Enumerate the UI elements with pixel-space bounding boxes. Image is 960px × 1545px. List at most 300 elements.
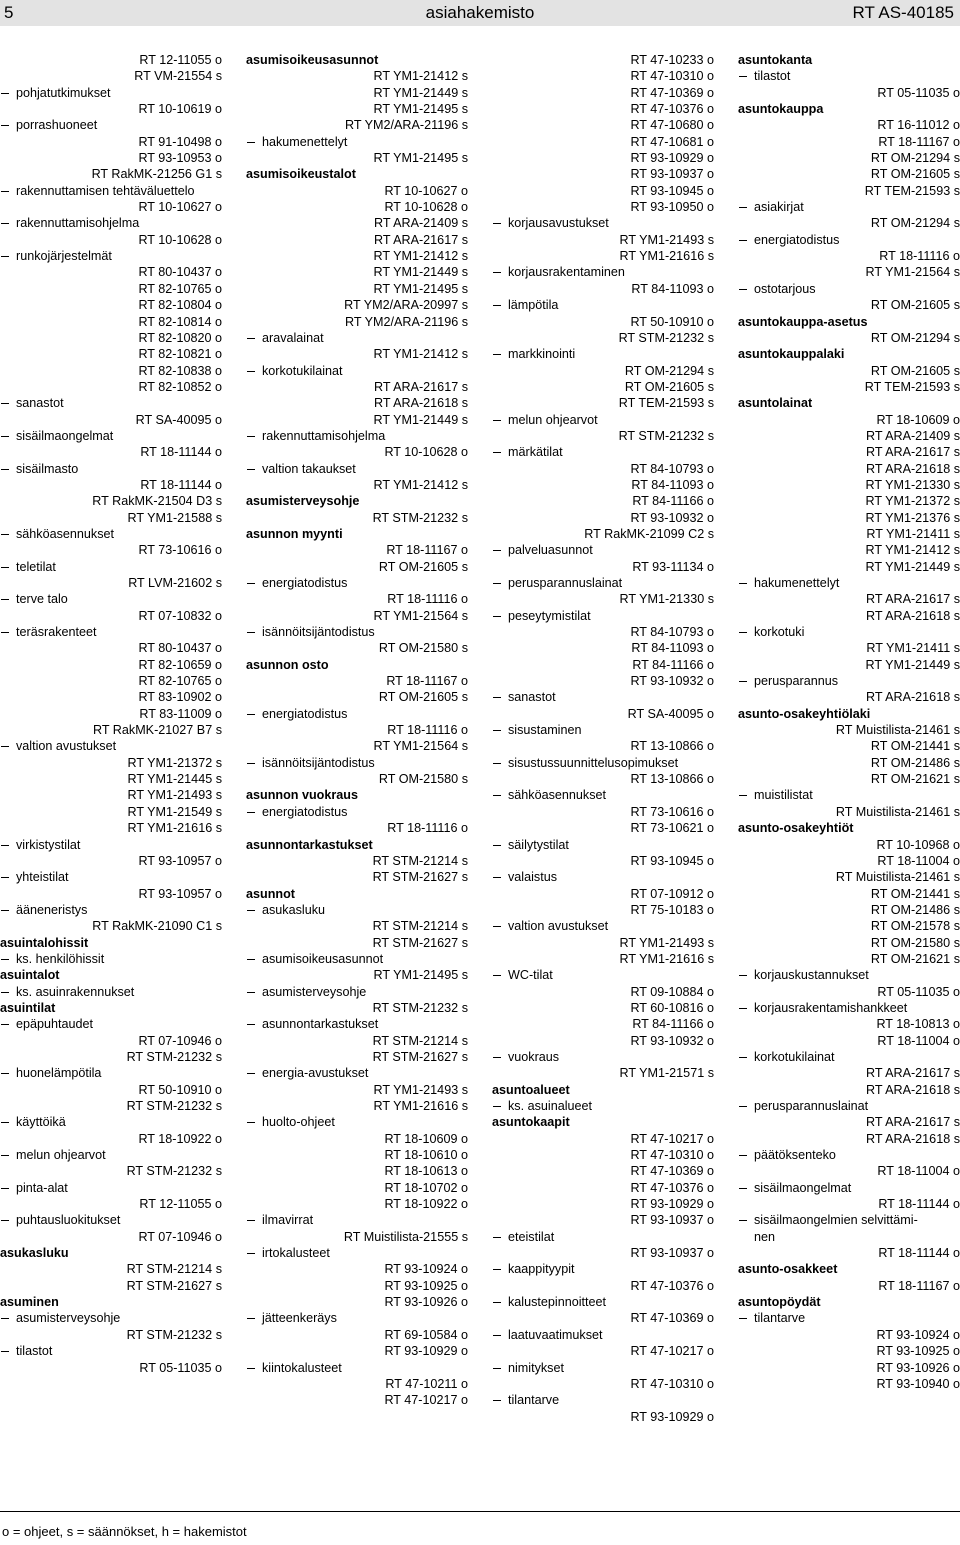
index-reference: RT OM-21294 s [624, 363, 714, 378]
index-heading: asunto-osakkeet [738, 1262, 838, 1277]
index-subentry: kalustepinnoitteet [492, 1294, 714, 1310]
index-column-1 [0, 52, 222, 1376]
footer-divider [0, 1511, 960, 1512]
index-reference: RT YM1-21412 s [373, 477, 468, 492]
index-subentry: WC-tilat [492, 967, 714, 983]
index-reference: RT YM1-21616 s [619, 249, 714, 264]
index-subentry: korjausavustukset [492, 215, 714, 231]
index-reference: RT YM2/ARA-20997 s [344, 298, 468, 313]
index-reference: RT 84-11093 o [631, 281, 714, 296]
index-reference: RT STM-21232 s [618, 428, 714, 443]
index-reference: RT ARA-21617 s [865, 592, 960, 607]
index-subentry: korkotukilainat [246, 363, 468, 379]
index-reference: RT ARA-21618 s [865, 608, 960, 623]
index-subentry: korjauskustannukset [738, 967, 960, 983]
index-reference: RT 16-11012 o [877, 118, 960, 133]
index-reference: RT TEM-21593 s [864, 379, 960, 394]
index-reference: RT RakMK-21504 D3 s [92, 494, 222, 509]
index-heading: asunnontarkastukset [246, 837, 373, 852]
index-reference: RT 93-10929 o [630, 151, 714, 166]
index-subentry: korkotuki [738, 624, 960, 640]
footer-legend: o = ohjeet, s = säännökset, h = hakemistot [2, 1524, 247, 1539]
index-subentry: asiakirjat [738, 199, 960, 215]
index-reference: RT 10-10968 o [876, 837, 960, 852]
index-subentry: yhteistilat [0, 869, 222, 885]
index-subentry: ostotarjous [738, 281, 960, 297]
index-reference: RT RakMK-21099 C2 s [584, 526, 714, 541]
index-subentry: sanastot [492, 689, 714, 705]
index-subentry: energia-avustukset [246, 1065, 468, 1081]
index-subentry: epäpuhtaudet [0, 1016, 222, 1032]
index-reference: RT 10-10627 o [384, 183, 468, 198]
index-reference: RT ARA-21617 s [865, 1066, 960, 1081]
index-subentry: valaistus [492, 869, 714, 885]
index-reference: RT OM-21605 s [870, 167, 960, 182]
index-subentry: tilantarve [738, 1310, 960, 1326]
index-reference: RT RakMK-21090 C1 s [92, 919, 222, 934]
index-subentry: irtokalusteet [246, 1245, 468, 1261]
index-subentry: kiintokalusteet [246, 1360, 468, 1376]
index-subentry: huonelämpötila [0, 1065, 222, 1081]
index-reference: RT 18-11144 o [140, 477, 222, 492]
index-column-2 [246, 52, 468, 1409]
index-heading: asuntokauppa-asetus [738, 314, 868, 329]
index-subentry: sisäilmasto [0, 461, 222, 477]
index-reference: RT 93-10929 o [630, 1197, 714, 1212]
index-subentry: nimitykset [492, 1360, 714, 1376]
index-reference: RT 84-11093 o [631, 477, 714, 492]
index-reference: RT ARA-21617 s [865, 445, 960, 460]
index-reference: RT YM1-21493 s [619, 935, 714, 950]
index-reference: RT Muistilista-21555 s [343, 1229, 468, 1244]
index-reference: RT STM-21627 s [372, 870, 468, 885]
index-reference: RT 18-11004 o [877, 1164, 960, 1179]
index-reference: RT YM1-21330 s [619, 592, 714, 607]
index-reference: RT 75-10183 o [630, 902, 714, 917]
index-reference: RT OM-21294 s [870, 216, 960, 231]
index-reference: RT 73-10616 o [138, 543, 222, 558]
index-reference: RT STM-21627 s [372, 1049, 468, 1064]
index-reference: RT 93-10924 o [384, 1262, 468, 1277]
index-reference: RT 93-10957 o [138, 886, 222, 901]
index-reference: RT OM-21605 s [870, 298, 960, 313]
index-reference: RT YM1-21564 s [373, 608, 468, 623]
index-reference: RT 80-10437 o [138, 265, 222, 280]
index-heading: asunto-osakeyhtiöt [738, 821, 854, 836]
index-subentry: vuokraus [492, 1049, 714, 1065]
index-reference: RT 18-11144 o [878, 1246, 960, 1261]
index-subentry: energiatodistus [246, 575, 468, 591]
index-reference: RT 18-10609 o [876, 412, 960, 427]
index-subentry: melun ohjearvot [0, 1147, 222, 1163]
index-subentry: isännöitsijäntodistus [246, 755, 468, 771]
index-reference: RT 05-11035 o [877, 85, 960, 100]
index-subentry: korjausrakentaminen [492, 264, 714, 280]
index-reference: RT 18-10702 o [384, 1180, 468, 1195]
index-subentry: sisäilmaongelmat [0, 428, 222, 444]
index-reference: RT 09-10884 o [630, 984, 714, 999]
index-reference: RT 18-11167 o [878, 1278, 960, 1293]
index-reference: RT 47-10233 o [630, 53, 714, 67]
index-reference: RT ARA-21618 s [865, 461, 960, 476]
index-reference: RT YM1-21493 s [127, 788, 222, 803]
index-reference: RT 18-11116 o [879, 249, 960, 264]
index-heading: asumisoikeustalot [246, 167, 356, 182]
index-reference: RT RakMK-21027 B7 s [92, 723, 222, 738]
index-column-3 [492, 52, 714, 1425]
index-reference: RT 93-10953 o [138, 151, 222, 166]
index-reference: RT 07-10946 o [138, 1229, 222, 1244]
index-subentry: markkinointi [492, 346, 714, 362]
index-subentry: muistilistat [738, 787, 960, 803]
index-reference: RT YM1-21445 s [127, 772, 222, 787]
index-reference: RT ARA-21617 s [373, 379, 468, 394]
index-reference: RT 13-10866 o [630, 739, 714, 754]
index-subentry: sisustaminen [492, 722, 714, 738]
index-subentry: valtion avustukset [492, 918, 714, 934]
index-subentry: rakennuttamisohjelma [246, 428, 468, 444]
index-reference: RT YM1-21493 s [619, 232, 714, 247]
index-reference: RT OM-21441 s [870, 886, 960, 901]
index-reference: RT STM-21232 s [372, 510, 468, 525]
index-subentry: tilantarve [492, 1392, 714, 1408]
index-reference: RT 10-10627 o [138, 200, 222, 215]
index-reference: RT STM-21627 s [126, 1278, 222, 1293]
index-reference: RT 10-10628 o [384, 445, 468, 460]
index-subentry: hakumenettelyt [246, 134, 468, 150]
index-reference: RT 93-10932 o [630, 1033, 714, 1048]
index-subentry: teletilat [0, 559, 222, 575]
index-subentry: sisäilmaongelmien selvittämi- [738, 1212, 960, 1228]
index-heading: asuntokanta [738, 53, 813, 67]
index-heading: asunto-osakeyhtiölaki [738, 706, 871, 721]
index-reference: RT 84-10793 o [630, 625, 714, 640]
index-reference: RT VM-21554 s [134, 69, 222, 84]
index-reference: RT 93-10925 o [384, 1278, 468, 1293]
index-subentry: sähköasennukset [0, 526, 222, 542]
index-reference: RT YM1-21616 s [619, 951, 714, 966]
index-reference: RT 18-10613 o [384, 1164, 468, 1179]
index-reference: RT 93-10929 o [630, 1409, 714, 1424]
page-title: asiahakemisto [425, 3, 535, 22]
index-reference: RT 82-10765 o [138, 674, 222, 689]
index-reference: RT YM1-21372 s [865, 494, 960, 509]
index-reference: RT 47-10369 o [630, 85, 714, 100]
index-reference: RT 47-10376 o [630, 102, 714, 117]
index-reference: RT 69-10584 o [384, 1327, 468, 1342]
index-subentry: ääneneristys [0, 902, 222, 918]
index-reference: RT 18-11144 o [878, 1197, 960, 1212]
index-reference: RT ARA-21618 s [373, 396, 468, 411]
index-reference: RT 83-11009 o [139, 706, 222, 721]
index-reference: RT 93-10924 o [876, 1327, 960, 1342]
index-reference: RT 82-10820 o [138, 330, 222, 345]
index-reference: RT 84-11166 o [632, 1017, 714, 1032]
index-reference: RT OM-21621 s [870, 772, 960, 787]
index-reference: RT YM1-21330 s [865, 477, 960, 492]
index-reference: RT YM2/ARA-21196 s [345, 118, 468, 133]
index-reference: RT 47-10369 o [630, 1311, 714, 1326]
index-reference: RT Muistilista-21461 s [835, 804, 960, 819]
index-reference: RT ARA-21617 s [865, 1115, 960, 1130]
index-reference: RT STM-21232 s [126, 1164, 222, 1179]
index-subentry: energiatodistus [246, 804, 468, 820]
index-reference: RT 82-10821 o [138, 347, 222, 362]
index-reference: RT 12-11055 o [139, 1197, 222, 1212]
index-reference: RT OM-21441 s [870, 739, 960, 754]
index-reference: RT 47-10217 o [384, 1393, 468, 1408]
index-reference: RT 93-11134 o [632, 559, 714, 574]
index-heading: asuntokauppa [738, 102, 824, 117]
index-reference: RT STM-21232 s [126, 1049, 222, 1064]
index-reference: RT 93-10932 o [630, 674, 714, 689]
index-reference: RT Muistilista-21461 s [835, 723, 960, 738]
index-reference: RT YM1-21372 s [127, 755, 222, 770]
index-reference: RT 18-11116 o [387, 821, 468, 836]
index-reference: RT OM-21578 s [870, 919, 960, 934]
index-subentry: sisustussuunnittelusopimukset [492, 755, 714, 771]
index-reference: RT YM1-21495 s [373, 968, 468, 983]
index-heading: asuintilat [0, 1000, 56, 1015]
index-subentry: märkätilat [492, 444, 714, 460]
index-subentry: tilastot [738, 68, 960, 84]
index-subentry: jätteenkeräys [246, 1310, 468, 1326]
index-reference: RT 47-10217 o [630, 1131, 714, 1146]
index-subentry: asunnontarkastukset [246, 1016, 468, 1032]
index-reference: RT LVM-21602 s [128, 576, 222, 590]
index-subentry: ilmavirrat [246, 1212, 468, 1228]
index-heading: asukasluku [0, 1246, 69, 1261]
index-subentry: päätöksenteko [738, 1147, 960, 1163]
index-reference: RT 18-10610 o [384, 1148, 468, 1163]
index-reference: RT 05-11035 o [877, 984, 960, 999]
index-subentry: korjausrakentamishankkeet [738, 1000, 960, 1016]
index-reference: RT 93-10937 o [630, 1246, 714, 1261]
index-subentry: valtion takaukset [246, 461, 468, 477]
index-reference: RT OM-21605 s [624, 379, 714, 394]
index-reference: RT 50-10910 o [138, 1082, 222, 1097]
index-heading: asuintalot [0, 968, 60, 983]
index-subentry: melun ohjearvot [492, 412, 714, 428]
index-reference: RT 47-10310 o [630, 1148, 714, 1163]
index-reference: RT 18-10922 o [138, 1131, 222, 1146]
index-heading: asunnon myynti [246, 526, 343, 541]
index-subentry: eteistilat [492, 1229, 714, 1245]
index-reference: RT STM-21627 s [372, 935, 468, 950]
index-subentry: lämpötila [492, 297, 714, 313]
index-subentry: hakumenettelyt [738, 575, 960, 591]
index-reference: RT OM-21486 s [870, 902, 960, 917]
index-reference: RT 83-10902 o [138, 690, 222, 705]
index-reference: RT 07-10832 o [138, 608, 222, 623]
index-reference: RT 13-10866 o [630, 772, 714, 787]
index-subentry: peseytymistilat [492, 608, 714, 624]
index-subentry: kaappityypit [492, 1261, 714, 1277]
index-reference: RT 10-10619 o [138, 102, 222, 117]
index-reference: RT 18-10813 o [876, 1017, 960, 1032]
index-reference: RT 50-10910 o [630, 314, 714, 329]
index-subentry: valtion avustukset [0, 738, 222, 754]
page-number: 5 [4, 3, 14, 22]
index-reference: RT 10-10628 o [138, 232, 222, 247]
index-reference: RT 93-10932 o [630, 510, 714, 525]
index-reference: RT YM1-21571 s [619, 1066, 714, 1081]
index-reference: RT RakMK-21256 G1 s [91, 167, 222, 182]
index-reference: RT 93-10926 o [384, 1295, 468, 1310]
index-reference: RT 47-10680 o [630, 118, 714, 133]
index-subentry: käyttöikä [0, 1114, 222, 1130]
index-reference: RT 05-11035 o [139, 1360, 222, 1375]
index-subentry: asumisterveysohje [246, 984, 468, 1000]
index-reference: RT ARA-21617 s [373, 232, 468, 247]
index-reference: RT Muistilista-21461 s [835, 870, 960, 885]
index-reference: RT 47-10376 o [630, 1180, 714, 1195]
index-subentry: perusparannuslainat [738, 1098, 960, 1114]
index-heading: asuntolainat [738, 396, 813, 411]
index-subentry: puhtausluokitukset [0, 1212, 222, 1228]
index-subentry: pinta-alat [0, 1180, 222, 1196]
index-reference: RT STM-21214 s [372, 853, 468, 868]
index-subentry: pohjatutkimukset [0, 85, 222, 101]
index-reference: RT YM1-21411 s [866, 526, 960, 541]
index-reference: RT 47-10211 o [385, 1376, 468, 1391]
index-subentry: rakennuttamisohjelma [0, 215, 222, 231]
index-reference: RT 93-10926 o [876, 1360, 960, 1375]
index-heading: asunnon vuokraus [246, 788, 358, 803]
index-reference: RT 47-10310 o [630, 1376, 714, 1391]
index-reference: RT STM-21214 s [372, 919, 468, 934]
index-reference: RT YM1-21449 s [865, 657, 960, 672]
index-heading: asuntokaapit [492, 1115, 570, 1130]
index-reference: RT 93-10937 o [630, 1213, 714, 1228]
index-subentry: sanastot [0, 395, 222, 411]
index-reference: RT 82-10852 o [138, 379, 222, 394]
index-reference: RT 12-11055 o [139, 53, 222, 67]
index-reference: RT STM-21232 s [372, 1000, 468, 1015]
index-subentry: virkistystilat [0, 837, 222, 853]
index-reference: RT 47-10369 o [630, 1164, 714, 1179]
index-reference: RT 73-10616 o [630, 804, 714, 819]
index-reference: RT YM1-21495 s [373, 281, 468, 296]
index-column-4 [738, 52, 960, 1392]
index-reference: RT OM-21486 s [870, 755, 960, 770]
index-reference: RT 93-10929 o [384, 1344, 468, 1359]
index-reference: RT 93-10940 o [876, 1376, 960, 1391]
index-reference: RT SA-40095 o [627, 706, 714, 721]
index-reference: RT ARA-21618 s [865, 1131, 960, 1146]
index-subentry: säilytystilat [492, 837, 714, 853]
index-reference: RT ARA-21618 s [865, 690, 960, 705]
index-reference: RT YM1-21376 s [865, 510, 960, 525]
index-reference: RT 18-11167 o [878, 134, 960, 149]
index-reference: RT STM-21214 s [372, 1033, 468, 1048]
index-subentry: teräsrakenteet [0, 624, 222, 640]
index-subentry: palveluasunnot [492, 542, 714, 558]
index-reference: RT ARA-21409 s [373, 216, 468, 231]
index-subentry: asukasluku [246, 902, 468, 918]
index-reference: RT YM1-21449 s [373, 85, 468, 100]
index-reference: RT 82-10814 o [138, 314, 222, 329]
index-subentry: ks. asuinalueet [492, 1098, 714, 1114]
index-reference: RT 47-10310 o [630, 69, 714, 84]
index-heading: asunnot [246, 886, 295, 901]
index-reference: RT 93-10925 o [876, 1344, 960, 1359]
index-subentry: sähköasennukset [492, 787, 714, 803]
index-subentry: terve talo [0, 591, 222, 607]
index-reference: RT YM1-21449 s [373, 265, 468, 280]
index-subentry: porrashuoneet [0, 117, 222, 133]
index-reference: RT STM-21232 s [126, 1099, 222, 1113]
index-subentry: energiatodistus [246, 706, 468, 722]
index-reference: RT OM-21580 s [378, 772, 468, 787]
index-reference: RT 82-10838 o [138, 363, 222, 378]
index-reference: RT 18-10609 o [384, 1131, 468, 1146]
index-reference: RT 80-10437 o [138, 641, 222, 656]
index-reference: RT 18-11144 o [140, 445, 222, 460]
index-reference: RT 73-10621 o [630, 821, 714, 836]
index-subentry: huolto-ohjeet [246, 1114, 468, 1130]
index-reference: RT YM1-21616 s [127, 821, 222, 836]
index-reference: RT YM1-21412 s [865, 543, 960, 558]
index-reference: RT 91-10498 o [138, 134, 222, 149]
index-reference: RT YM2/ARA-21196 s [345, 314, 468, 329]
index-reference: RT YM1-21449 s [865, 559, 960, 574]
index-subentry-continued: nen [754, 1229, 776, 1244]
index-reference: RT YM1-21411 s [866, 641, 960, 656]
index-reference: RT YM1-21564 s [373, 739, 468, 754]
index-reference: RT TEM-21593 s [864, 183, 960, 198]
index-heading: asuntokauppalaki [738, 347, 845, 362]
index-reference: RT 93-10945 o [630, 853, 714, 868]
index-reference: RT 82-10765 o [138, 281, 222, 296]
index-subentry: energiatodistus [738, 232, 960, 248]
index-reference: RT 07-10946 o [138, 1033, 222, 1048]
index-reference: RT 18-11116 o [387, 592, 468, 607]
index-heading: asuintalohissit [0, 935, 89, 950]
index-heading: asuntoalueet [492, 1082, 570, 1097]
index-reference: RT YM1-21412 s [373, 249, 468, 264]
index-subentry: runkojärjestelmät [0, 248, 222, 264]
index-heading: asuntopöydät [738, 1295, 821, 1310]
index-reference: RT OM-21605 s [378, 559, 468, 574]
page-header [0, 0, 960, 26]
index-reference: RT YM1-21549 s [127, 804, 222, 819]
index-reference: RT 18-11116 o [387, 723, 468, 738]
index-reference: RT OM-21580 s [870, 935, 960, 950]
index-subentry: perusparannus [738, 673, 960, 689]
index-reference: RT STM-21232 s [618, 330, 714, 345]
document-code: RT AS-40185 [852, 3, 954, 22]
index-reference: RT 18-11004 o [877, 1033, 960, 1048]
index-reference: RT 82-10659 o [138, 657, 222, 672]
index-subentry: korkotukilainat [738, 1049, 960, 1065]
index-heading: asumisterveysohje [246, 494, 360, 509]
index-reference: RT TEM-21593 s [618, 396, 714, 411]
index-reference: RT 84-10793 o [630, 461, 714, 476]
index-reference: RT OM-21294 s [870, 151, 960, 166]
index-reference: RT ARA-21409 s [865, 428, 960, 443]
index-reference: RT 60-10816 o [630, 1000, 714, 1015]
index-reference: RT OM-21605 s [870, 363, 960, 378]
index-reference: RT 84-11166 o [632, 494, 714, 509]
index-reference: RT OM-21294 s [870, 330, 960, 345]
index-reference: RT 93-10937 o [630, 167, 714, 182]
index-reference: RT STM-21214 s [126, 1262, 222, 1277]
index-subentry: ks. asuinrakennukset [0, 984, 222, 1000]
index-heading: asuminen [0, 1295, 59, 1310]
index-reference: RT 93-10957 o [138, 853, 222, 868]
index-reference: RT OM-21605 s [378, 690, 468, 705]
